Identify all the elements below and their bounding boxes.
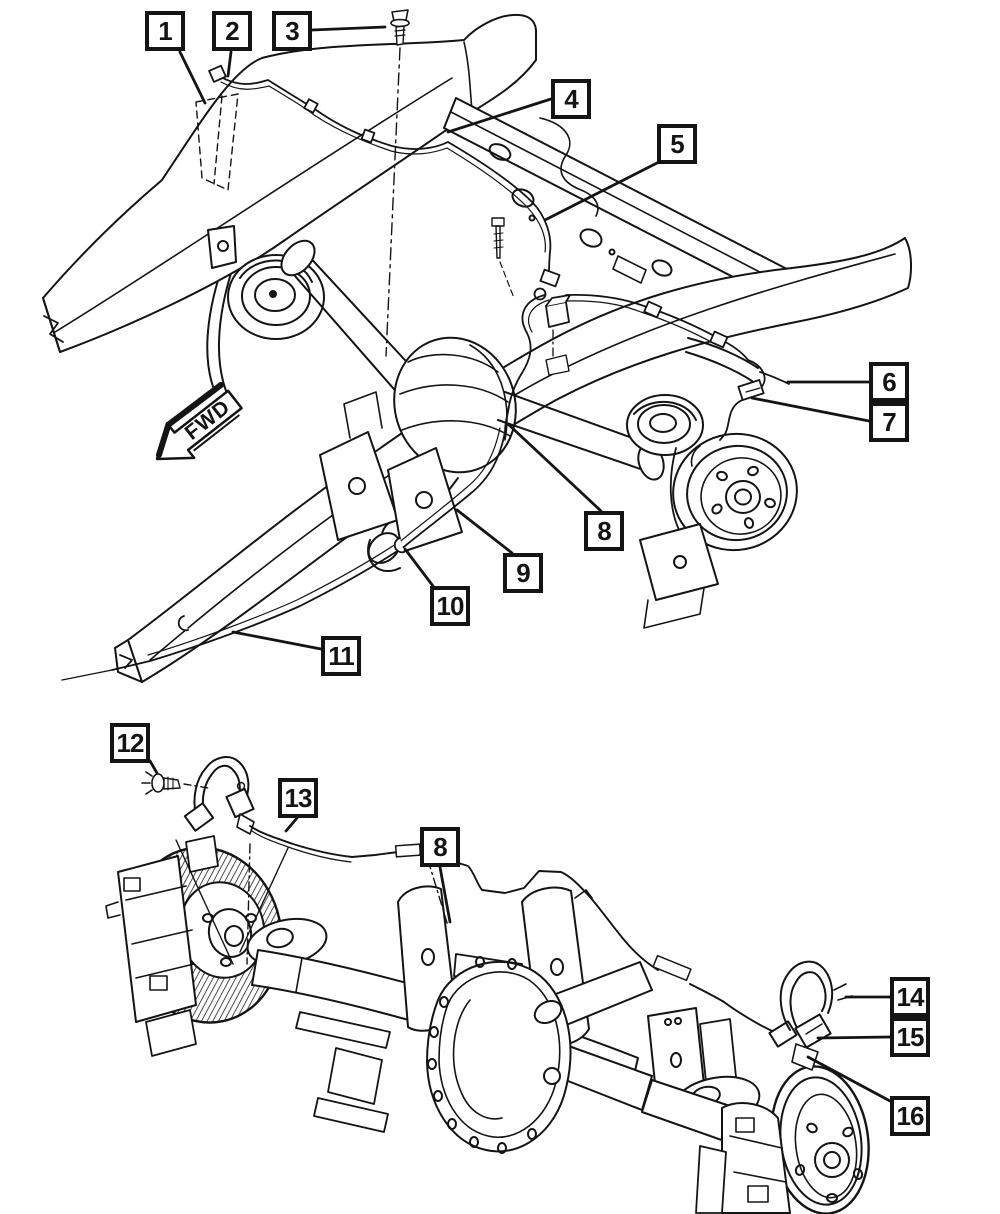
rear-axle-diagram	[43, 10, 911, 682]
callout-8-front: 8	[420, 827, 460, 867]
leader-line-15	[818, 1037, 890, 1038]
callout-15: 15	[890, 1017, 930, 1057]
callout-3: 3	[272, 11, 312, 51]
callout-13: 13	[278, 778, 318, 818]
crossmember-stud	[492, 218, 514, 298]
leader-line-13	[286, 818, 297, 831]
left-coil-spring	[228, 255, 324, 339]
leader-line-11	[233, 632, 321, 649]
right-coil-spring	[627, 395, 703, 455]
callout-12: 12	[110, 723, 150, 763]
callout-9: 9	[503, 553, 543, 593]
leader-line-10	[405, 549, 433, 586]
callout-5: 5	[657, 124, 697, 164]
callout-7: 7	[869, 402, 909, 442]
left-brake-hose	[185, 757, 254, 834]
leader-line-12	[150, 761, 157, 773]
leader-line-8-rear	[508, 424, 601, 511]
front-axle-diagram	[106, 757, 878, 1214]
callout-10: 10	[430, 586, 470, 626]
callout-6: 6	[869, 362, 909, 402]
leader-line-3	[312, 27, 385, 30]
fwd-arrow-label: FWD	[180, 395, 235, 445]
leader-line-1	[180, 52, 205, 103]
callout-16: 16	[890, 1096, 930, 1136]
right-brake-hose	[769, 962, 852, 1070]
callout-11: 11	[321, 636, 361, 676]
leader-line-9	[457, 510, 512, 553]
frame-bracket-left	[208, 226, 236, 268]
leader-line-2	[228, 52, 231, 76]
callout-8-rear: 8	[584, 511, 624, 551]
callout-2: 2	[212, 11, 252, 51]
fwd-direction-arrow	[143, 381, 247, 476]
leader-line-7	[752, 398, 869, 421]
callout-14: 14	[890, 977, 930, 1017]
callout-4: 4	[551, 79, 591, 119]
callout-1: 1	[145, 11, 185, 51]
